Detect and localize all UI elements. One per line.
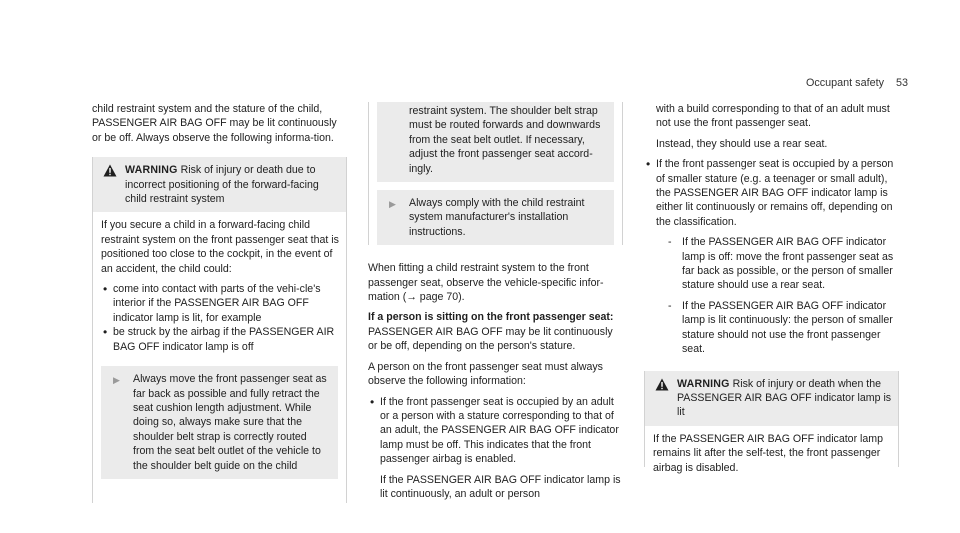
heading-body: PASSENGER AIR BAG OFF may be lit continuously or be off, depending on the person's stature.: [368, 325, 613, 353]
list-item-text: • If the front passenger seat is occupied by a person of smaller stature (e.g. a teenager or small adult), the PASSENGER AIR BAG OFF indicator lamp is either lit continuously or remains off, depending on the classification.: [656, 158, 894, 228]
warning-list: [101, 282, 340, 354]
warning-title: Risk of injury or death when the PASSENGER AIR BAG OFF indicator lamp is lit: [677, 377, 892, 419]
section-heading: If a person is sitting on the front passenger seat:: [368, 311, 614, 324]
sub-item-text: If the PASSENGER AIR BAG OFF indicator lamp is off: move the front passenger seat as far back as possible, or the person of smaller stature should use a rear seat.: [682, 236, 894, 292]
note-text: restraint system. The shoulder belt strap must be routed forwards and downwards from the seat belt outlet. If necessary, adjust the front passenger seat accord-ingly.: [409, 105, 601, 175]
page-number: 53: [895, 77, 908, 89]
warning-body: If the PASSENGER AIR BAG OFF indicator lamp remains lit after the self-test, the front passenger airbag is disabled.: [653, 432, 883, 474]
warning-title: Risk of injury or death due to incorrect positioning of the forward-facing child restraint system: [125, 164, 319, 206]
section-title: Occupant safety: [805, 77, 884, 89]
warning-header: [645, 371, 898, 426]
list-item: • come into contact with parts of the vehi-cle's interior if the PASSENGER AIR BAG OFF indicator lamp is lit, for example: [101, 282, 340, 325]
observe-paragraph: A person on the front passenger seat must always observe the following information:: [368, 360, 603, 388]
arrow-right-icon: ▶: [113, 375, 120, 386]
warning-label: WARNING: [125, 164, 178, 177]
sub-item-text: If the PASSENGER AIR BAG OFF indicator lamp is lit continuously: the person of smaller stature should not use the front passenger seat.: [682, 299, 893, 356]
fitting-paragraph: When fitting a child restraint system to the front passenger seat, observe the vehicle-specific infor-mation (→ page 70).: [368, 262, 604, 304]
column-middle: [368, 102, 623, 507]
sub-item: [656, 235, 899, 293]
list-item: • be struck by the airbag if the PASSENGER AIR BAG OFF indicator lamp is off: [101, 325, 340, 354]
note-box-continued: [377, 102, 614, 182]
warning-header: [93, 157, 346, 212]
continued-text: with a build corresponding to that of an adult must not use the front passenger seat.: [656, 103, 890, 130]
arrow-right-icon: ▶: [389, 199, 396, 210]
warning-box: [92, 157, 347, 503]
warning-triangle-icon: [103, 164, 117, 177]
warning-box-continued: [368, 102, 623, 245]
warning-box: [644, 371, 899, 474]
note-text: Always move the front passenger seat as far back as possible and fully retract the seat cushion length adjustment. While doing so, always make sure that the shoulder belt strap is correctly routed from the seat belt outlet of the vehicle to the shoulder belt guide on the child: [133, 373, 327, 472]
sub-item: [656, 299, 899, 357]
note-text: Always comply with the child restraint system manufacturer's installation instructions.: [409, 197, 585, 238]
page-header: [806, 76, 908, 90]
intro-paragraph: child restraint system and the stature of the child, PASSENGER AIR BAG OFF may be lit continuously or be off. Always observe the following informa-tion.: [92, 103, 337, 144]
list-continuation: [644, 102, 899, 151]
list-item: [644, 157, 899, 356]
list-item-text: • If the front passenger seat is occupied by an adult or a person with a stature corresponding to that of an adult, the PASSENGER AIR BAG OFF indicator lamp must be off. This indicates that the front passenger airbag is enabled.: [380, 395, 619, 466]
warning-body: If you secure a child in a forward-facing child restraint system on the front passenger seat that is positioned too close to the cockpit, in the event of an accident, the child could:: [101, 219, 339, 275]
list-item: [368, 395, 623, 502]
warning-label: WARNING: [677, 377, 730, 390]
column-left: [92, 102, 347, 503]
note-box: [377, 190, 614, 245]
dash-marker: -: [668, 299, 672, 312]
info-list: [368, 395, 623, 502]
info-list: [644, 157, 899, 356]
note-box: [101, 366, 338, 479]
dash-marker: -: [668, 236, 672, 249]
warning-content: [93, 212, 346, 362]
warning-triangle-icon: [655, 378, 669, 391]
instead-text: Instead, they should use a rear seat.: [656, 137, 828, 150]
column-right: [644, 102, 899, 474]
list-item-continuation: If the PASSENGER AIR BAG OFF indicator lamp is lit continuously, an adult or person: [380, 473, 621, 500]
warning-content: [645, 426, 898, 483]
